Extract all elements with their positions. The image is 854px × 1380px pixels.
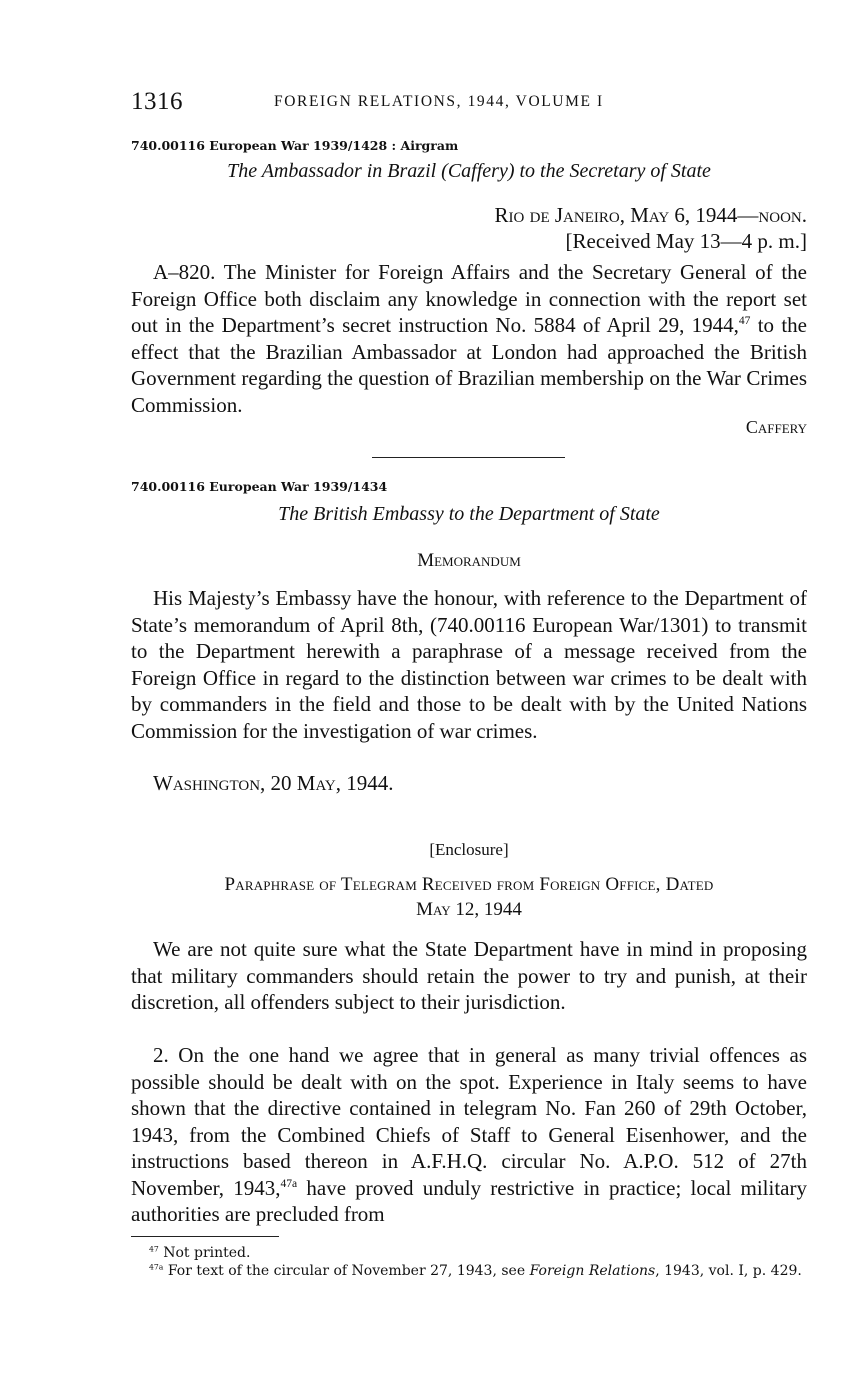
section-divider: [372, 457, 565, 458]
page-number: 1316: [131, 88, 183, 115]
telegram-body: [131, 259, 807, 418]
received-note: [Received May 13—4 p. m.]: [565, 229, 807, 253]
memorandum-body: [131, 585, 807, 744]
footnote-47a-title: Foreign Relations: [529, 1263, 656, 1279]
enclosure-paragraph-1-text: We are not quite sure what the State Department have in mind in proposing that military commanders should retain the power to try and punish, at their discretion, all offenders subject to their jurisdiction.: [131, 937, 807, 1014]
dateline-1: Rio de Janeiro, May 6, 1944—noon.: [494, 203, 807, 227]
footnote-47: [131, 1244, 807, 1262]
document-heading-2: The British Embassy to the Department of State: [278, 503, 660, 525]
enclosure-paragraph-2-text-2: have proved unduly restrictive in practice; local military authorities are precluded from: [131, 1175, 807, 1226]
running-header-title: FOREIGN RELATIONS, 1944, VOLUME I: [274, 93, 604, 110]
footnote-mark-47a: 47a: [149, 1262, 164, 1272]
footnote-47a-text: For text of the circular of November 27, 1943, see: [163, 1263, 530, 1279]
enclosure-title-line-2: May 12, 1944: [416, 899, 522, 920]
dateline-2: Washington, 20 May, 1944.: [153, 771, 394, 795]
footnote-47-text: Not printed.: [158, 1245, 251, 1261]
telegram-text-part-2: to the effect that the Brazilian Ambassador at London had approached the British Government regarding the question of Brazilian membership on the War Crimes Commission.: [131, 313, 807, 417]
file-reference-2: 740.00116 European War 1939/1434: [131, 479, 388, 494]
file-reference-1: 740.00116 European War 1939/1428 : Airgram: [131, 138, 459, 153]
enclosure-label: [Enclosure]: [429, 840, 509, 859]
document-heading-1: The Ambassador in Brazil (Caffery) to the Secretary of State: [227, 160, 711, 182]
footnote-47a-citation: , 1943, vol. I, p. 429.: [655, 1263, 802, 1279]
enclosure-paragraph-1: [131, 936, 807, 1016]
enclosure-title-line-1: Paraphrase of Telegram Received from Foreign Office, Dated: [224, 874, 714, 895]
footnote-ref-47a: 47a: [280, 1177, 298, 1190]
memorandum-text: His Majesty’s Embassy have the honour, with reference to the Department of State’s memorandum of April 8th, (740.00116 European War/1301) to transmit to the Department herewith a paraphrase of a message received from the Foreign Office in regard to the distinction between war crimes to be dealt with by commanders in the field and those to be dealt with by the United Nations Commission for the investigation of war crimes.: [131, 586, 807, 743]
footnote-divider: [131, 1236, 279, 1237]
memorandum-label: Memorandum: [417, 550, 521, 571]
signature-caffery: Caffery: [745, 417, 807, 437]
telegram-text-part-1: A–820. The Minister for Foreign Affairs and the Secretary General of the Foreign Office both disclaim any knowledge in connection with the report set out in the Department’s secret instruction No. 5884 of April 29, 1944,: [131, 260, 807, 337]
enclosure-paragraph-2-text-1: 2. On the one hand we agree that in general as many trivial offences as possible should be dealt with on the spot. Experience in Italy seems to have shown that the directive contained in telegram No. Fan 260 of 29th October, 1943, from the Combined Chiefs of Staff to General Eisenhower, and the instructions based thereon in A.F.H.Q. circular No. A.P.O. 512 of 27th November, 1943,: [131, 1043, 807, 1200]
footnote-mark-47: 47: [149, 1244, 159, 1254]
footnote-47a: [131, 1262, 807, 1280]
enclosure-paragraph-2: [131, 1042, 807, 1228]
footnote-ref-47: 47: [738, 314, 751, 327]
